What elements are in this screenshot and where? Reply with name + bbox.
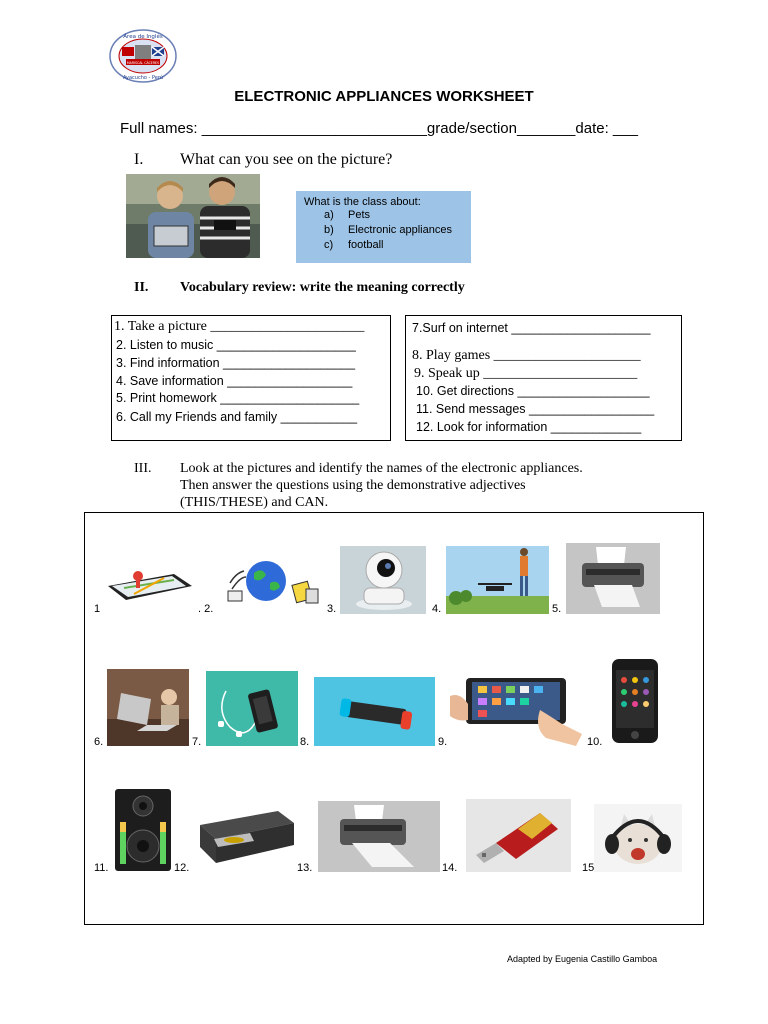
speaker-image — [114, 788, 172, 872]
picture-label-4: 4. — [432, 603, 442, 615]
smartphone-image — [610, 658, 660, 744]
picture-label-15: 15 — [582, 862, 595, 874]
picture-label-1: 1 — [94, 603, 101, 615]
option-text: Pets — [348, 209, 371, 221]
vocabulary-box-right — [405, 315, 682, 441]
smartphone-gps-image — [104, 556, 196, 612]
vocab-item: 4. Save information __________________ — [116, 374, 353, 388]
security-camera-image — [340, 546, 426, 614]
section2-heading — [134, 280, 465, 296]
instruction-line: Look at the pictures and identify the names of the electronic appliances. — [180, 461, 583, 476]
picture-label-14: 14. — [442, 862, 458, 874]
vocab-item: 3. Find information ___________________ — [116, 356, 356, 370]
option-c — [304, 238, 463, 253]
internet-globe-image — [222, 553, 322, 609]
vocab-item: 10. Get directions ___________________ — [416, 384, 650, 398]
option-text: Electronic appliances — [348, 224, 452, 236]
picture-label-3: 3. — [327, 603, 337, 615]
section1-number: I. — [134, 151, 144, 168]
class-about-heading: What is the class about: — [304, 196, 421, 208]
footer-credit: Adapted by Eugenia Castillo Gamboa — [507, 954, 658, 964]
vocab-item: 12. Look for information _____________ — [416, 420, 642, 434]
instruction-line: Then answer the questions using the demonstrative adjectives — [180, 478, 526, 493]
picture-label-9: 9. — [438, 736, 448, 748]
dvd-player-image — [194, 805, 298, 864]
vocab-item: 1. Take a picture ______________________ — [114, 319, 365, 334]
section3-number: III. — [134, 461, 152, 476]
picture-label-12: 12. — [174, 862, 190, 874]
option-letter: c) — [324, 239, 334, 251]
logo-text-top: Área de Inglés — [123, 34, 163, 40]
mp3-player-image — [206, 671, 298, 746]
vocab-item: 7.Surf on internet ____________________ — [412, 321, 651, 335]
section3-instructions — [180, 460, 583, 511]
vocab-item: 6. Call my Friends and family ___________ — [116, 410, 358, 424]
option-b — [304, 223, 463, 238]
picture-label-11: 11. — [94, 862, 109, 874]
logo-text-middle: MARISCAL CÁCERES — [126, 61, 160, 65]
picture-label-5: 5. — [552, 603, 562, 615]
vocab-item: 5. Print homework ____________________ — [116, 391, 360, 405]
laptop-image — [107, 669, 189, 746]
drone-image — [446, 546, 549, 614]
school-logo — [108, 28, 178, 84]
option-a — [304, 208, 463, 223]
option-letter: b) — [324, 224, 334, 236]
vocab-item: 11. Send messages __________________ — [416, 402, 655, 416]
section1-heading — [134, 151, 392, 169]
printer-image-2 — [318, 801, 440, 872]
picture-label-13: 13. — [297, 862, 313, 874]
worksheet-title: ELECTRONIC APPLIANCES WORKSHEET — [234, 88, 534, 105]
vocab-item: 9. Speak up ______________________ — [414, 366, 638, 381]
section1-question: What can you see on the picture? — [180, 151, 393, 168]
picture-label-7: 7. — [192, 736, 202, 748]
class-about-box — [296, 191, 471, 263]
vocab-item: 8. Play games _____________________ — [412, 348, 641, 363]
cat-headphones-image — [594, 804, 682, 872]
logo-text-bottom: Ayacucho - Perú — [122, 75, 164, 81]
picture-label-6: 6. — [94, 736, 104, 748]
picture-label-10: 10. — [587, 736, 603, 748]
option-text: football — [348, 239, 384, 251]
usb-drive-image — [466, 799, 571, 872]
vocabulary-box-left — [111, 315, 391, 441]
game-console-image — [314, 677, 435, 746]
vocab-item: 2. Listen to music ____________________ — [116, 338, 356, 352]
printer-image — [566, 543, 660, 614]
tablet-image — [450, 676, 585, 746]
picture-label-8: 8. — [300, 736, 310, 748]
section2-number: II. — [134, 280, 149, 295]
instruction-line: (THIS/THESE) and CAN. — [180, 495, 329, 510]
picture-label-2: . 2. — [198, 603, 214, 615]
option-letter: a) — [324, 209, 334, 221]
section2-title: Vocabulary review: write the meaning correctly — [180, 280, 465, 295]
full-names-line: Full names: ___________________________grade/section_______date: ___ — [120, 120, 638, 137]
kids-with-devices-photo — [126, 174, 260, 258]
